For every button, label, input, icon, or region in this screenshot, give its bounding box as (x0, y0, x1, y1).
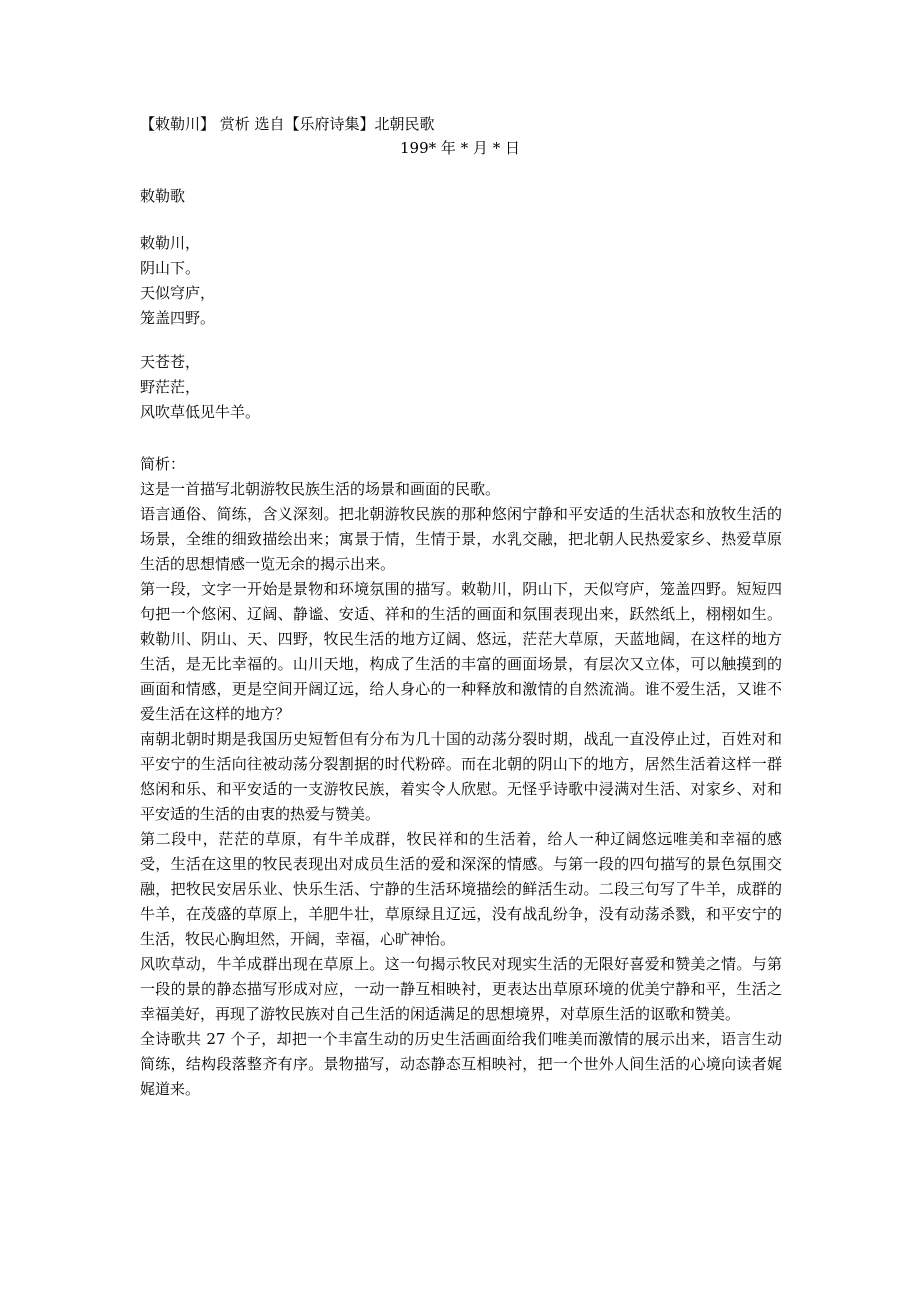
document-date: 199* 年 * 月 * 日 (400, 139, 520, 157)
poem-line: 天似穹庐， (140, 284, 216, 302)
poem-line: 笼盖四野。 (140, 309, 216, 327)
poem-line: 阴山下。 (140, 259, 201, 277)
document-title: 【敕勒川】 赏析 选自【乐府诗集】北朝民歌 (140, 115, 435, 133)
poem-title: 敕勒歌 (140, 187, 186, 205)
analysis-paragraph: 第二段中，茫茫的草原，有牛羊成群，牧民祥和的生活着，给人一种辽阔悠远唯美和幸福的感受，生活在这里的牧民表现出对成员生活的爱和深深的情感。与第一段的四句描写的景色氛围交融，把牧民安居乐业、快乐生活、宁静的生活环境描绘的鲜活生动。二段三句写了牛羊，成群的牛羊，在茂盛的草原上，羊肥牛壮，草原绿且辽远，没有战乱纷争，没有动荡杀戮，和平安宁的生活，牧民心胸坦然，开阔，幸福，心旷神怡。 (140, 830, 782, 948)
poem-line: 野茫茫， (140, 378, 201, 396)
poem-stanza-2 (140, 350, 260, 425)
poem-line: 敕勒川， (140, 234, 201, 252)
poem-stanza-1 (140, 231, 215, 331)
analysis-paragraph: 这是一首描写北朝游牧民族生活的场景和画面的民歌。 (140, 480, 501, 498)
analysis-paragraph: 全诗歌共 27 个子，却把一个丰富生动的历史生活画面给我们唯美而激情的展示出来，语言生动简练，结构段落整齐有序。景物描写，动态静态互相映衬，把一个世外人间生活的心境向读者娓娓道来。 (140, 1030, 782, 1098)
analysis-heading: 简析： (140, 455, 186, 473)
analysis-paragraph: 第一段，文字一开始是景物和环境氛围的描写。敕勒川，阴山下，天似穹庐，笼盖四野。短短四句把一个悠闲、辽阔、静谧、安适、祥和的生活的画面和氛围表现出来，跃然纸上，栩栩如生。敕勒川、阴山、天、四野，牧民生活的地方辽阔、悠远，茫茫大草原，天蓝地阔，在这样的地方生活，是无比幸福的。山川天地，构成了生活的丰富的画面场景，有层次又立体，可以触摸到的画面和情感，更是空间开阔辽远，给人身心的一种释放和激情的自然流淌。谁不爱生活，又谁不爱生活在这样的地方？ (140, 580, 782, 723)
analysis-paragraph: 南朝北朝时期是我国历史短暂但有分布为几十国的动荡分裂时期，战乱一直没停止过，百姓对和平安宁的生活向往被动荡分裂割据的时代粉碎。而在北朝的阴山下的地方，居然生活着这样一群悠闲和乐、和平安适的一支游牧民族，着实令人欣慰。无怪乎诗歌中浸满对生活、对家乡、对和平安适的生活的由衷的热爱与赞美。 (140, 730, 782, 823)
poem-line: 天苍苍， (140, 353, 201, 371)
analysis-paragraph: 语言通俗、简练，含义深刻。把北朝游牧民族的那种悠闲宁静和平安适的生活状态和放牧生活的场景，全维的细致描绘出来；寓景于情，生情于景，水乳交融，把北朝人民热爱家乡、热爱草原生活的思想情感一览无余的揭示出来。 (140, 505, 782, 573)
analysis-paragraph: 风吹草动，牛羊成群出现在草原上。这一句揭示牧民对现实生活的无限好喜爱和赞美之情。与第一段的景的静态描写形成对应，一动一静互相映衬，更表达出草原环境的优美宁静和平，生活之幸福美好，再现了游牧民族对自己生活的闲适满足的思想境界，对草原生活的讴歌和赞美。 (140, 955, 782, 1023)
analysis-section (140, 452, 782, 1102)
poem-line: 风吹草低见牛羊。 (140, 403, 261, 421)
